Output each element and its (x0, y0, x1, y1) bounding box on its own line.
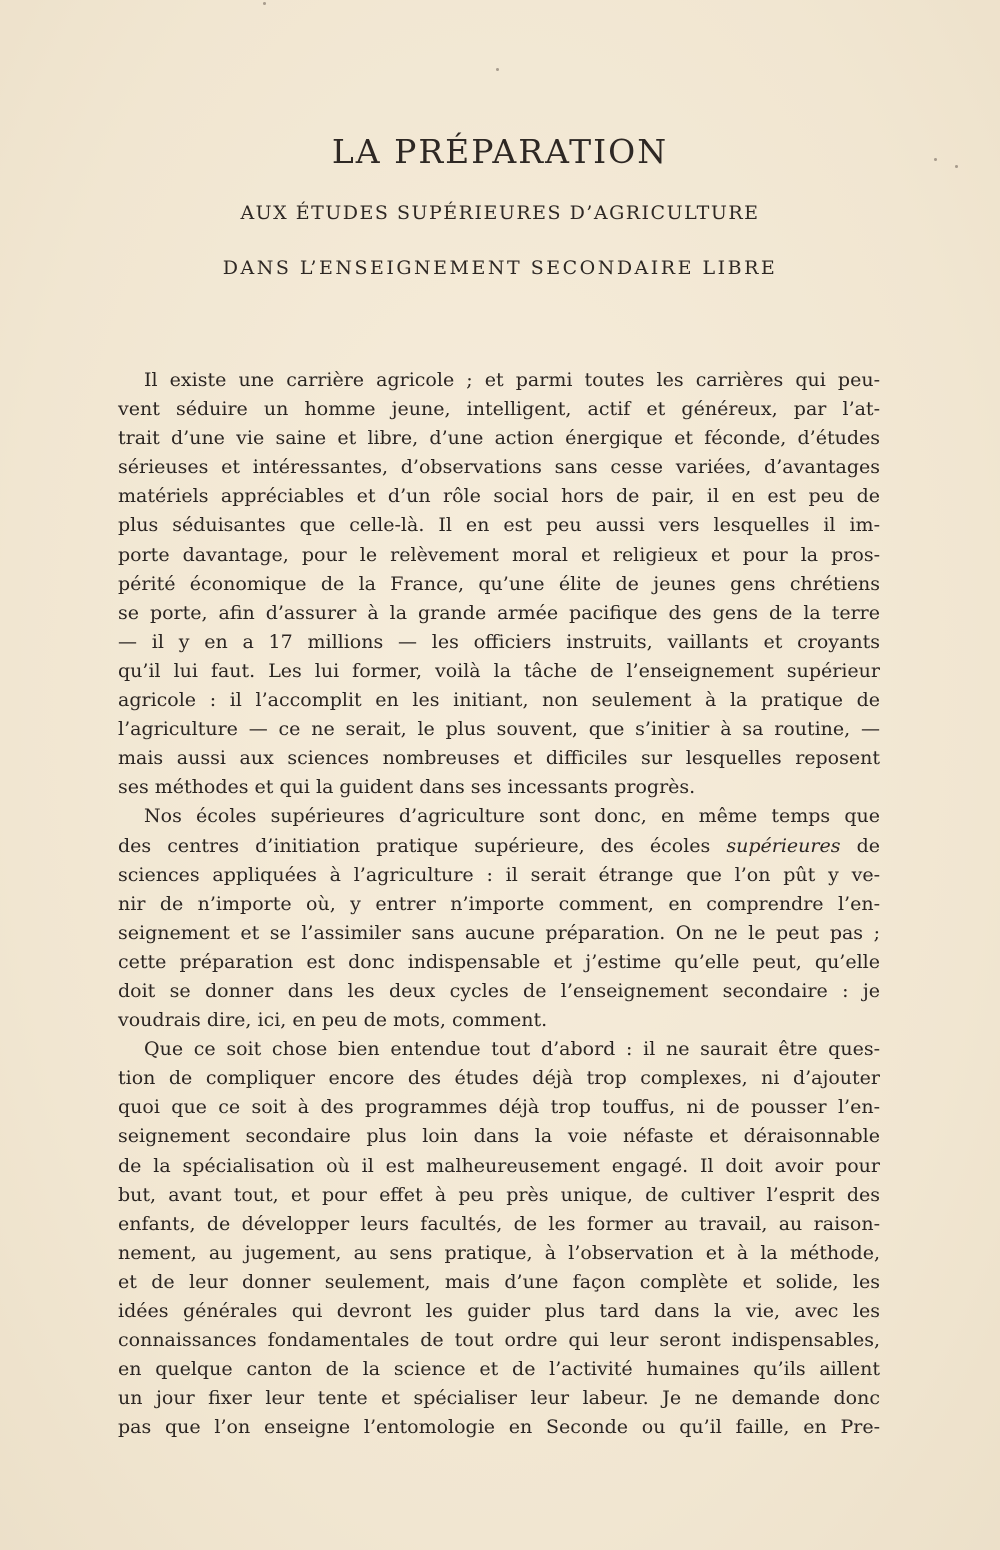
text-line: se porte, afin d’assurer à la grande armée pacifique des gens de la terre (118, 601, 880, 624)
text-line: ses méthodes et qui la guident dans ses incessants progrès. (118, 776, 696, 799)
page-subtitle-2: DANS L’ENSEIGNEMENT SECONDAIRE LIBRE (222, 257, 778, 279)
text-line: qu’il lui faut. Les lui former, voilà la tâche de l’enseignement supérieur (118, 659, 880, 682)
text-line: nement, au jugement, au sens pratique, à l’observation et à la méthode, (118, 1241, 880, 1264)
text-line: quoi que ce soit à des programmes déjà trop touffus, ni de pousser l’en- (118, 1096, 880, 1119)
text-line: but, avant tout, et pour effet à peu près unique, de cultiver l’esprit des (118, 1183, 880, 1206)
text-line: l’agriculture — ce ne serait, le plus souvent, que s’initier à sa routine, — (118, 718, 880, 741)
text-line: Il existe une carrière agricole ; et parmi toutes les carrières qui peu- (144, 369, 880, 391)
text-line: seignement secondaire plus loin dans la voie néfaste et déraisonnable (118, 1125, 880, 1148)
text-line: seignement et se l’assimiler sans aucune préparation. On ne le peut pas ; (118, 921, 880, 944)
paper-speck (263, 2, 266, 5)
text-line: Nos écoles supérieures d’agriculture sont donc, en même temps que (144, 805, 880, 828)
text-line: plus séduisantes que celle-là. Il en est peu aussi vers lesquelles il im- (118, 514, 880, 537)
text-line: trait d’une vie saine et libre, d’une action énergique et féconde, d’études (118, 427, 880, 450)
text-line: sciences appliquées à l’agriculture : il serait étrange que l’on pût y ve- (118, 863, 880, 886)
text-line: un jour fixer leur tente et spécialiser leur labeur. Je ne demande donc (118, 1387, 880, 1410)
text-line: nir de n’importe où, y entrer n’importe comment, en comprendre l’en- (118, 892, 880, 915)
text-line: pas que l’on enseigne l’entomologie en Seconde ou qu’il faille, en Pre- (118, 1416, 880, 1439)
text-line: en quelque canton de la science et de l’activité humaines qu’ils aillent (118, 1358, 880, 1381)
text-line: tion de compliquer encore des études déjà trop complexes, ni d’ajouter (118, 1067, 880, 1090)
page-title: LA PRÉPARATION (331, 132, 669, 171)
text-line: agricole : il l’accomplit en les initiant, non seulement à la pratique de (118, 689, 880, 712)
text-line: cette préparation est donc indispensable et j’estime qu’elle peut, qu’elle (118, 950, 880, 973)
text-line: sérieuses et intéressantes, d’observations sans cesse variées, d’avantages (118, 456, 880, 479)
text-line: de la spécialisation où il est malheureusement engagé. Il doit avoir pour (118, 1154, 880, 1177)
text-segment: des centres d’initiation pratique supérieure, des écoles (118, 834, 711, 857)
text-line: idées générales qui devront les guider plus tard dans la vie, avec les (118, 1300, 880, 1322)
text-line: — il y en a 17 millions — les officiers instruits, vaillants et croyants (118, 630, 880, 653)
text-line: mais aussi aux sciences nombreuses et difficiles sur lesquelles reposent (118, 747, 880, 770)
paper-speck (496, 68, 499, 71)
text-line: Que ce soit chose bien entendue tout d’abord : il ne saurait être ques- (144, 1038, 880, 1061)
text-line: matériels appréciables et d’un rôle social hors de pair, il en est peu de (118, 485, 880, 508)
text-line: connaissances fondamentales de tout ordre qui leur seront indispensables, (118, 1329, 880, 1352)
text-line: enfants, de développer leurs facultés, de les former au travail, au raison- (118, 1212, 880, 1235)
italic-word: supérieures (726, 834, 841, 857)
text-line-with-italic (118, 832, 880, 861)
text-line: voudrais dire, ici, en peu de mots, comment. (118, 1009, 548, 1032)
text-line: doit se donner dans les deux cycles de l’enseignement secondaire : je (118, 979, 880, 1002)
text-line: périté économique de la France, qu’une élite de jeunes gens chrétiens (118, 572, 880, 595)
body-text (118, 366, 880, 1442)
text-segment: de (856, 834, 880, 857)
text-line: et de leur donner seulement, mais d’une façon complète et solide, les (118, 1270, 880, 1293)
text-line: vent séduire un homme jeune, intelligent, actif et généreux, par l’at- (118, 398, 880, 421)
text-line: porte davantage, pour le relèvement moral et religieux et pour la pros- (118, 543, 880, 566)
page-subtitle-1: AUX ÉTUDES SUPÉRIEURES D’AGRICULTURE (240, 202, 760, 224)
